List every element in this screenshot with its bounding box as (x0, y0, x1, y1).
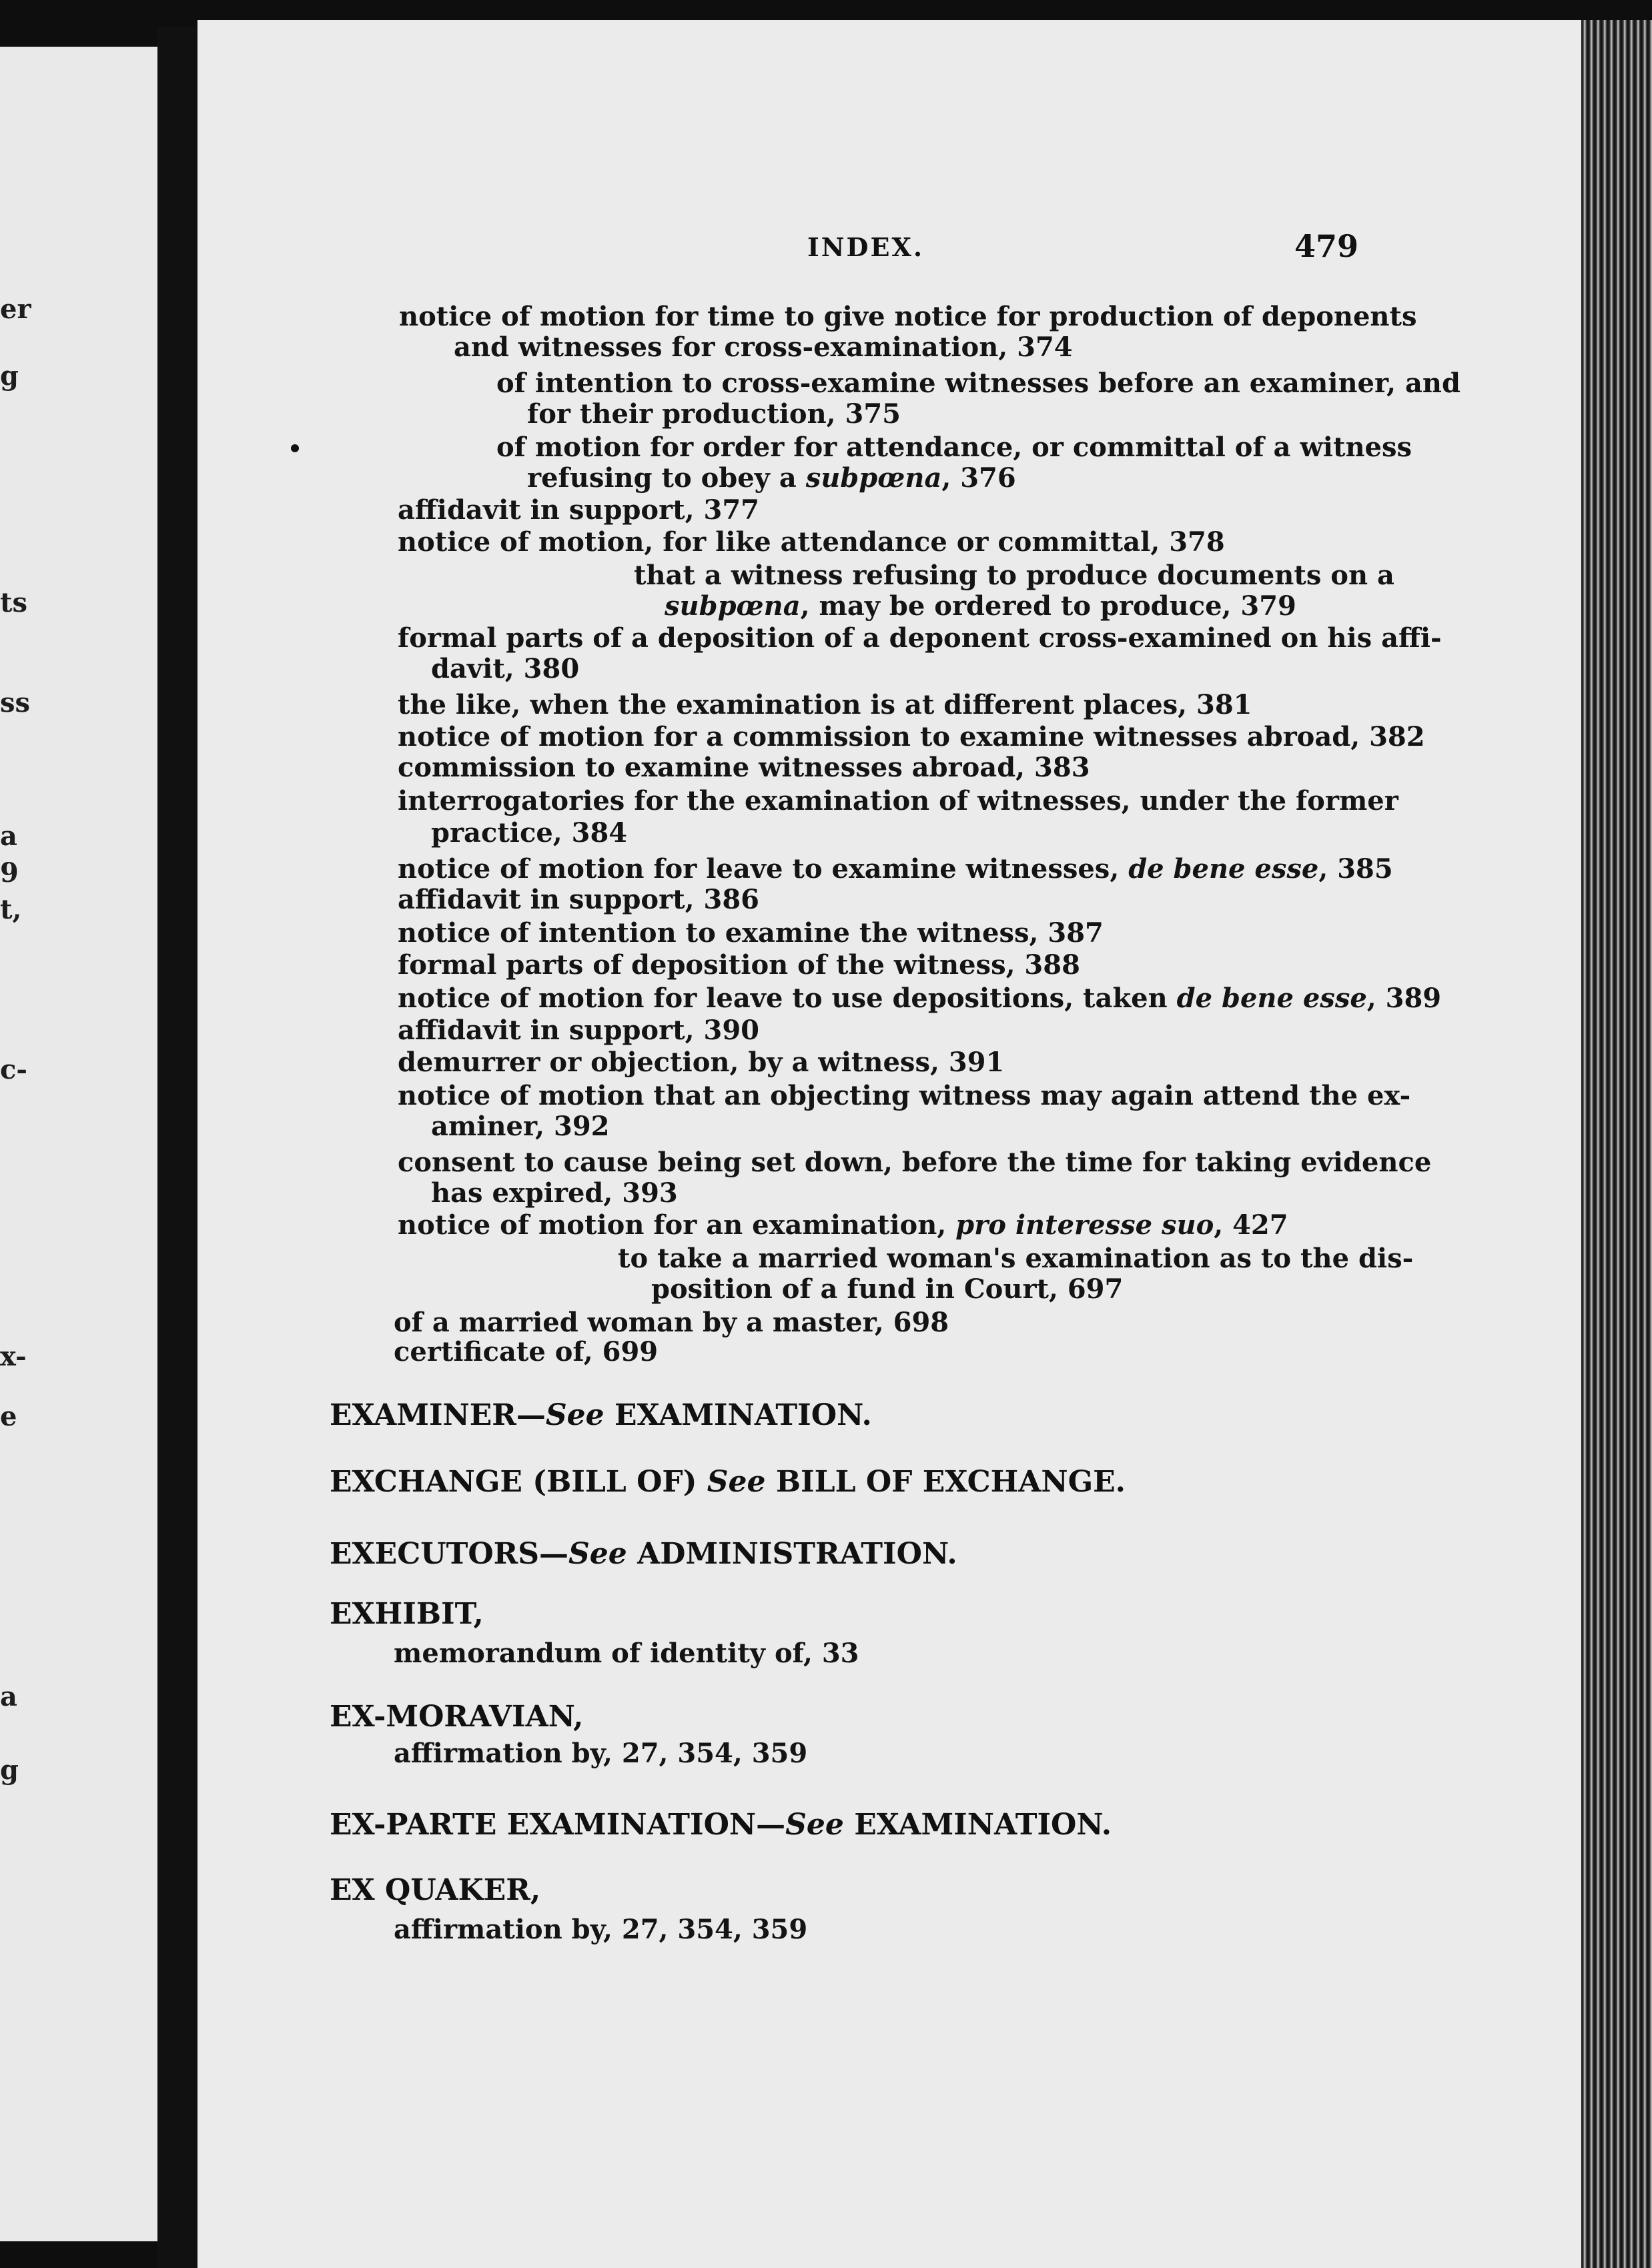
index-line: position of a fund in Court, 697 (651, 1273, 1124, 1305)
index-entry: EX QUAKER, (330, 1873, 541, 1907)
index-line: notice of motion for a commission to examine witnesses abroad, 382 (398, 721, 1425, 752)
left-page-fragment: a (0, 820, 17, 852)
index-line: notice of motion that an objecting witness may again attend the ex- (398, 1080, 1411, 1111)
index-line: interrogatories for the examination of witnesses, under the former (398, 785, 1398, 816)
index-line: affirmation by, 27, 354, 359 (394, 1914, 808, 1945)
index-entry: EXHIBIT, (330, 1597, 484, 1631)
index-line: formal parts of deposition of the witness, 388 (398, 949, 1080, 981)
index-entry: EXAMINER—See EXAMINATION. (330, 1398, 872, 1432)
index-line: subpœna, may be ordered to produce, 379 (665, 590, 1296, 622)
index-line: certificate of, 699 (394, 1336, 659, 1367)
index-line: that a witness refusing to produce documents on a (634, 560, 1394, 591)
page-number: 479 (1294, 228, 1359, 264)
index-line: demurrer or objection, by a witness, 391 (398, 1047, 1005, 1078)
index-line: formal parts of a deposition of a deponent cross-examined on his affi- (398, 622, 1442, 654)
index-line: of intention to cross-examine witnesses before an examiner, and (496, 368, 1461, 399)
index-entry: EXECUTORS—See ADMINISTRATION. (330, 1537, 957, 1571)
index-line: to take a married woman's examination as to the dis- (618, 1243, 1414, 1274)
index-line: affidavit in support, 386 (398, 884, 759, 915)
left-page-fragment: a (0, 1681, 17, 1712)
left-page-fragment: x- (0, 1341, 27, 1372)
index-line: has expired, 393 (431, 1177, 678, 1209)
index-line: davit, 380 (431, 653, 580, 684)
index-line: consent to cause being set down, before the time for taking evidence (398, 1147, 1432, 1178)
index-line: the like, when the examination is at different places, 381 (398, 689, 1252, 720)
index-line: refusing to obey a subpœna, 376 (527, 462, 1016, 494)
index-line: of motion for order for attendance, or committal of a witness (496, 432, 1412, 463)
left-page-fragment: e (0, 1401, 17, 1432)
index-line: and witnesses for cross-examination, 374 (454, 332, 1073, 363)
index-line: affidavit in support, 377 (398, 494, 759, 526)
left-page-edge (0, 47, 157, 2241)
index-entry: EX-MORAVIAN, (330, 1700, 584, 1734)
index-line: for their production, 375 (527, 398, 901, 430)
running-header: INDEX. (807, 232, 925, 262)
page-edge-stack (1581, 20, 1652, 2268)
index-line: of a married woman by a master, 698 (394, 1307, 949, 1338)
book-gutter (157, 27, 197, 2268)
index-line: notice of motion for time to give notice for production of deponents (399, 301, 1417, 332)
left-page-fragment: 9 (0, 857, 19, 889)
index-line: notice of motion for leave to use depositions, taken de bene esse, 389 (398, 983, 1442, 1014)
index-line: memorandum of identity of, 33 (394, 1638, 859, 1669)
left-page-fragment: t, (0, 894, 22, 925)
index-line: commission to examine witnesses abroad, 383 (398, 752, 1090, 783)
ink-speck (291, 444, 299, 452)
index-line: notice of motion, for like attendance or committal, 378 (398, 526, 1225, 558)
index-line: affirmation by, 27, 354, 359 (394, 1738, 808, 1769)
index-line: notice of intention to examine the witness, 387 (398, 917, 1104, 949)
left-page-fragment: g (0, 1754, 19, 1786)
left-page-fragment: g (0, 360, 19, 392)
index-entry: EX-PARTE EXAMINATION—See EXAMINATION. (330, 1808, 1112, 1842)
index-line: notice of motion for an examination, pro interesse suo, 427 (398, 1209, 1288, 1241)
left-page-fragment: c- (0, 1054, 27, 1085)
index-line: practice, 384 (431, 817, 628, 848)
left-page-fragment: er (0, 294, 31, 325)
index-line: affidavit in support, 390 (398, 1015, 759, 1046)
left-page-fragment: ss (0, 687, 31, 718)
index-entry: EXCHANGE (BILL OF) See BILL OF EXCHANGE. (330, 1465, 1126, 1499)
left-page-fragment: ts (0, 587, 27, 618)
index-line: notice of motion for leave to examine witnesses, de bene esse, 385 (398, 853, 1393, 885)
index-line: aminer, 392 (431, 1111, 610, 1142)
